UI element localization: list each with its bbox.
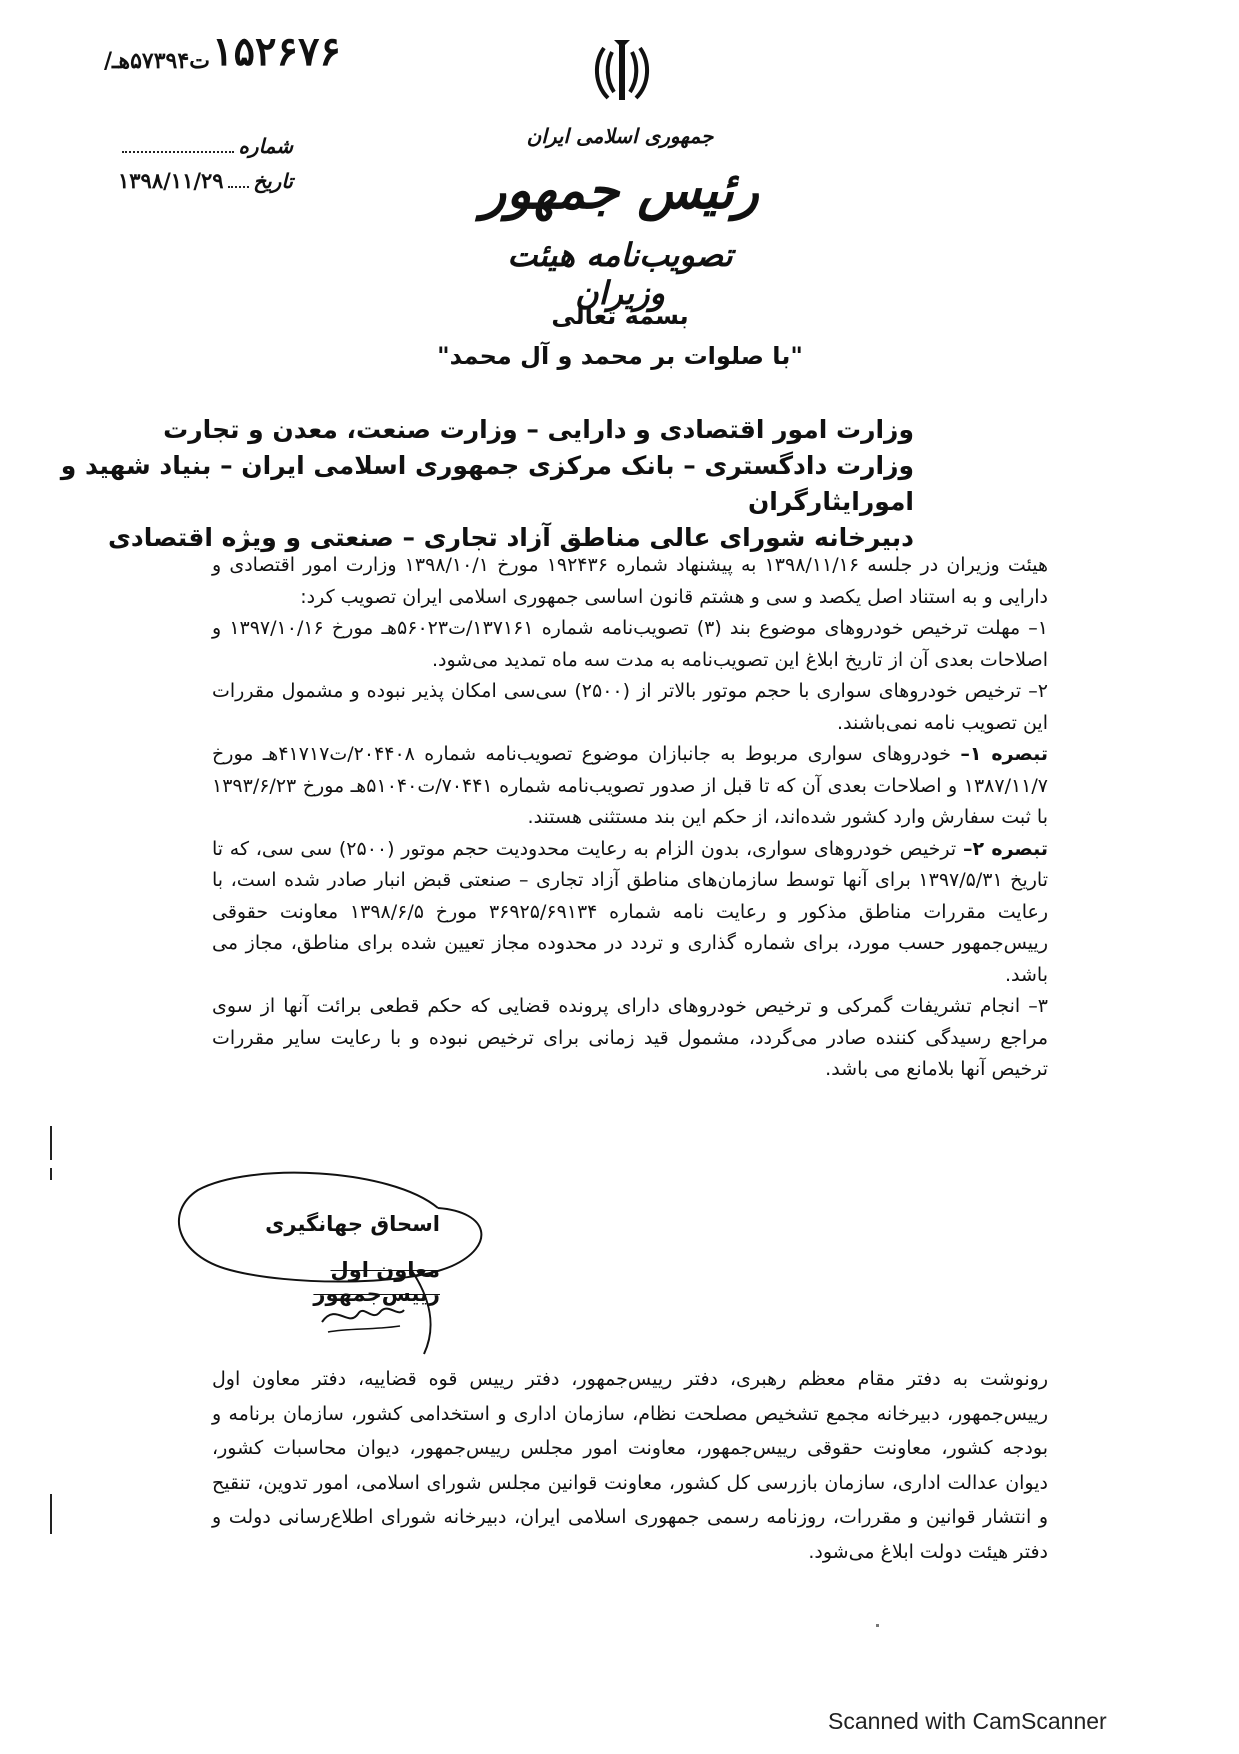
number-row xyxy=(118,134,293,168)
meta-block xyxy=(118,134,293,202)
cc-paragraph: رونوشت به دفتر مقام معظم رهبری، دفتر رییس‌جمهور، دفتر رییس قوه قضاییه، دفتر معاون اول رییس‌جمهور، دبیرخانه مجمع تشخیص مصلحت نظام، سازمان اداری و استخدامی کشور، سازمان برنامه و بودجه کشور، معاونت حقوقی رییس‌جمهور، معاونت امور مجلس رییس‌جمهور، دیوان محاسبات کشور، دیوان عدالت اداری، سازمان بازرسی کل کشور، معاونت قوانین مجلس شورای اسلامی، امور تدوین، تنقیح و انتشار قوانین و مقررات، روزنامه رسمی جمهوری اسلامی ایران، دبیرخانه شورای اطلاع‌رسانی دولت و دفتر هیئت دولت ابلاغ می‌شود. xyxy=(212,1368,1048,1563)
letter-number-small: /ت۵۷۳۹۴هـ xyxy=(104,48,210,74)
resolution-title: تصویب‌نامه هیئت وزیران xyxy=(507,236,733,312)
recipient-line: وزارت دادگستری – بانک مرکزی جمهوری اسلامی ایران – بنیاد شهید و امورایثارگران xyxy=(60,451,914,516)
recipient-line: وزارت امور اقتصادی و دارایی – وزارت صنعت، معدن و تجارت xyxy=(163,415,914,444)
note-2-text: ترخیص خودروهای سواری، بدون الزام به رعایت محدودیت حجم موتور (۲۵۰۰) سی سی، که تا تاریخ ۱۳۹۷/۵/۳۱ برای آنها توسط سازمان‌های مناطق آزاد تجاری – صنعتی قبض انبار صادر شده است، با رعایت مقررات مناطق مذکور و رعایت نامه شماره ۳۶۹۲۵/۶۹۱۳۴ مورخ ۱۳۹۸/۶/۵ معاونت حقوقی رییس‌جمهور حسب مورد، برای شماره گذاری و تردد در محدوده مجاز تعیین شده برای مناطق، مجاز می باشد. xyxy=(212,837,1048,986)
margin-mark xyxy=(50,1494,52,1534)
margin-mark xyxy=(50,1126,52,1160)
date-value: ۱۳۹۸/۱۱/۲۹ xyxy=(118,168,224,193)
item-3: ۳– انجام تشریفات گمرکی و ترخیص خودروهای دارای پرونده قضایی که حکم قطعی برائت آنها از سوی مراجع رسیدگی کننده صادر می‌گردد، مشمول قید زمانی برای ترخیص نبوده و با رعایت سایر مقررات ترخیص آنها بلامانع می باشد. xyxy=(212,995,1048,1080)
note-2-label: تبصره ۲– xyxy=(962,837,1048,860)
iran-emblem-icon xyxy=(592,40,652,104)
basmala: بسمه تعالی xyxy=(551,302,689,330)
republic-title: جمهوری اسلامی ایران xyxy=(526,124,714,148)
note-1-label: تبصره ۱– xyxy=(960,743,1048,765)
date-row xyxy=(118,168,293,202)
recipient-line: دبیرخانه شورای عالی مناطق آزاد تجاری – صنعتی و ویژه اقتصادی xyxy=(107,523,914,552)
signatory-name: اسحاق جهانگیری xyxy=(265,1212,440,1236)
recipients xyxy=(0,412,914,556)
resolution-body xyxy=(212,550,1048,1086)
scan-dot xyxy=(876,1624,879,1627)
margin-mark xyxy=(50,1168,52,1180)
signatory-title: معاون اول رییس‌جمهور xyxy=(313,1258,440,1306)
scanner-watermark: Scanned with CamScanner xyxy=(828,1708,1107,1734)
date-dots xyxy=(228,185,250,188)
number-dots xyxy=(122,150,234,153)
note-2 xyxy=(212,834,1048,992)
president-title: رئیس جمهور xyxy=(481,160,759,221)
item-1: ۱– مهلت ترخیص خودروهای موضوع بند (۳) تصویب‌نامه شماره ۱۳۷۱۶۱/ت۵۶۰۲۳هـ مورخ ۱۳۹۷/۱۰/۱۶ و اصلاحات بعدی آن از تاریخ ابلاغ این تصویب‌نامه به مدت سه ماه تمدید می‌شود. xyxy=(212,617,1048,671)
intro-paragraph: هیئت وزیران در جلسه ۱۳۹۸/۱۱/۱۶ به پیشنهاد شماره ۱۹۲۴۳۶ مورخ ۱۳۹۸/۱۰/۱ وزارت امور اقتصادی و دارایی و به استناد اصل یکصد و سی و هشتم قانون اساسی جمهوری اسلامی ایران تصویب کرد: xyxy=(212,554,1049,608)
note-1-text: خودروهای سواری مربوط به جانبازان موضوع تصویب‌نامه شماره ۲۰۴۴۰۸/ت۴۱۷۱۷هـ مورخ ۱۳۸۷/۱۱/۷ و اصلاحات بعدی آن که تا قبل از صدور تصویب‌نامه شماره ۷۰۴۴۱/ت۵۱۰۴۰هـ مورخ ۱۳۹۳/۶/۲۳ با ثبت سفارش وارد کشور شده‌اند، از حکم این بند مستثنی هستند. xyxy=(212,743,1048,828)
salawat: "با صلوات بر محمد و آل محمد" xyxy=(437,342,803,370)
letter-number-big: ۱۵۲۶۷۶ xyxy=(212,28,341,75)
number-label: شماره xyxy=(238,134,293,158)
date-label: تاریخ xyxy=(253,169,293,193)
item-2: ۲– ترخیص خودروهای سواری با حجم موتور بالاتر از (۲۵۰۰) سی‌سی امکان پذیر نبوده و مشمول مقررات این تصویب نامه نمی‌باشند. xyxy=(212,680,1048,734)
signature-scribble xyxy=(318,1292,408,1338)
note-1 xyxy=(212,739,1048,834)
